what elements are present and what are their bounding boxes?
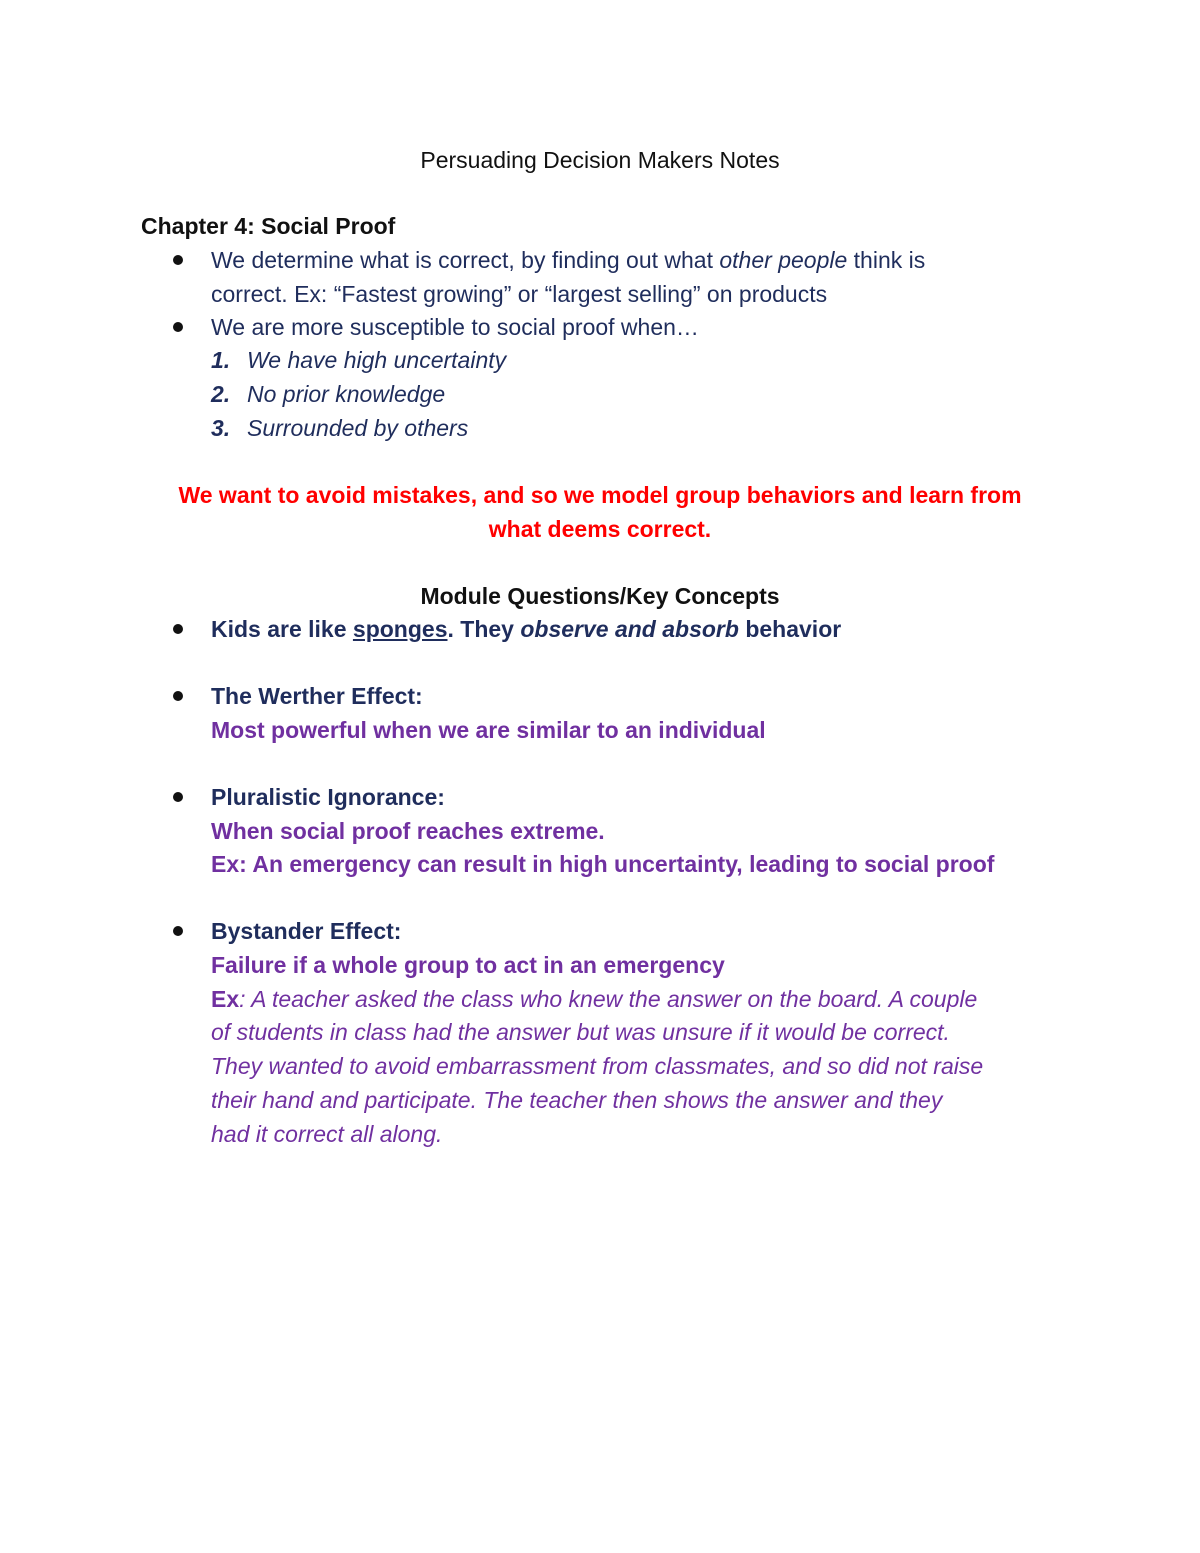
bullet-icon <box>173 255 183 265</box>
list-item: No prior knowledge <box>247 381 446 407</box>
chapter-bullet-2: We are more susceptible to social proof when… <box>211 314 699 340</box>
chapter-bullet-1-line-2: correct. Ex: “Fastest growing” or “largest selling” on products <box>211 281 828 307</box>
bullet-icon <box>173 792 183 802</box>
kids-bullet: Kids are like sponges. They observe and absorb behavior <box>211 616 842 642</box>
list-item: We have high uncertainty <box>247 347 507 373</box>
pluralistic-line-1: When social proof reaches extreme. <box>211 818 605 844</box>
bullet-icon <box>173 691 183 701</box>
list-item: Surrounded by others <box>247 415 469 441</box>
module-heading: Module Questions/Key Concepts <box>420 583 780 609</box>
bullet-icon <box>173 624 183 634</box>
chapter-heading: Chapter 4: Social Proof <box>141 213 396 239</box>
bystander-heading: Bystander Effect: <box>211 918 402 944</box>
bystander-ex-line-5: had it correct all along. <box>211 1121 443 1147</box>
pluralistic-heading: Pluralistic Ignorance: <box>211 784 445 810</box>
list-number: 3. <box>211 415 231 441</box>
list-number: 1. <box>211 347 231 373</box>
bullet-icon <box>173 322 183 332</box>
list-number: 2. <box>211 381 231 407</box>
document-title: Persuading Decision Makers Notes <box>420 147 780 173</box>
bystander-ex-line-1: Ex: A teacher asked the class who knew the answer on the board. A couple <box>211 986 978 1012</box>
bullet-icon <box>173 926 183 936</box>
bystander-ex-line-4: their hand and participate. The teacher then shows the answer and they <box>211 1087 943 1113</box>
highlight-line-1: We want to avoid mistakes, and so we model group behaviors and learn from <box>178 482 1022 508</box>
bystander-line-1: Failure if a whole group to act in an emergency <box>211 952 725 978</box>
highlight-line-2: what deems correct. <box>488 516 712 542</box>
werther-text: Most powerful when we are similar to an individual <box>211 717 766 743</box>
werther-heading: The Werther Effect: <box>211 683 423 709</box>
bystander-ex-line-2: of students in class had the answer but was unsure if it would be correct. <box>211 1019 950 1045</box>
bystander-ex-line-3: They wanted to avoid embarrassment from classmates, and so did not raise <box>211 1053 984 1079</box>
pluralistic-line-2: Ex: An emergency can result in high uncertainty, leading to social proof <box>211 851 995 877</box>
chapter-bullet-1-line-1: We determine what is correct, by finding out what other people think is <box>211 247 926 273</box>
